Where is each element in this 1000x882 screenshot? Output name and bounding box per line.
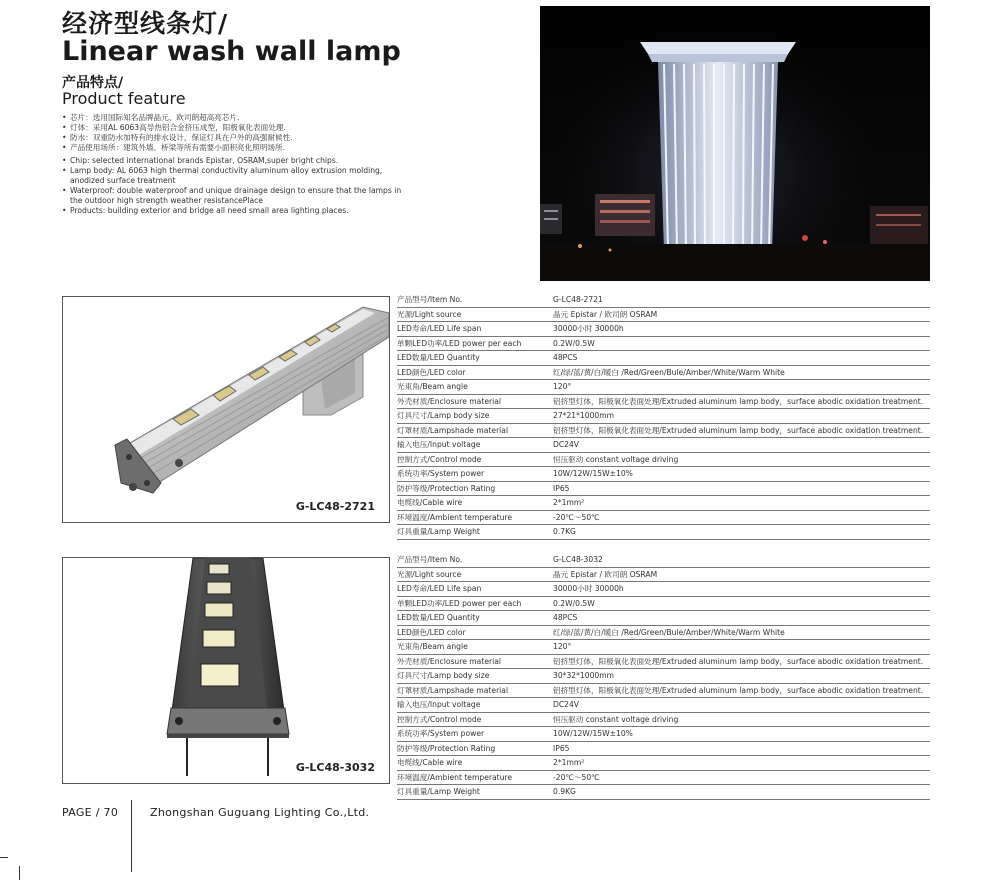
spec-key: LED颜色/LED color <box>397 627 466 637</box>
crop-mark <box>0 857 8 858</box>
spec-value: 10W/12W/15W±10% <box>553 469 633 478</box>
spec-key: LED寿命/LED Life span <box>397 584 482 593</box>
spec-value: 30000小时 30000h <box>553 584 624 593</box>
table-row <box>397 453 930 468</box>
spec-value: 铝挤型灯体，阳极氧化表面处理/Extruded aluminum lamp body，surface abodic oxidation treatment. <box>553 396 924 406</box>
feature-item: • Waterproof: double waterproof and unique drainage design to ensure that the lamps in the outdoor high strength weather resistancePlace <box>62 186 412 206</box>
table-row <box>397 553 930 568</box>
table-row <box>397 424 930 439</box>
table-row <box>397 496 930 511</box>
table-row <box>397 684 930 699</box>
product-image-box <box>62 557 390 784</box>
spec-value: IP65 <box>553 743 570 753</box>
spec-value: 30*32*1000mm <box>553 671 615 680</box>
table-row <box>397 322 930 337</box>
page-title-cn: 经济型线条灯/ <box>62 9 229 38</box>
spec-key: 输入电压/Input voltage <box>397 440 481 449</box>
spec-key: 电缆线/Cable wire <box>397 498 463 507</box>
table-row <box>397 742 930 757</box>
table-row <box>397 582 930 597</box>
table-row <box>397 640 930 655</box>
spec-value: 铝挤型灯体，阳极氧化表面处理/Extruded aluminum lamp body，surface abodic oxidation treatment. <box>553 656 924 666</box>
spec-value: 0.9KG <box>553 787 576 796</box>
spec-key: LED颜色/LED color <box>397 367 466 377</box>
spec-value: 0.2W/0.5W <box>553 338 595 348</box>
spec-key: 控制方式/Control mode <box>397 714 482 724</box>
table-row <box>397 380 930 395</box>
crop-mark <box>19 866 20 880</box>
spec-key: 灯具重量/Lamp Weight <box>397 527 480 536</box>
lamp-bar-image <box>63 297 389 522</box>
product-model-label: G-LC48-2721 <box>295 500 375 513</box>
table-row <box>397 626 930 641</box>
spec-key: 灯具尺寸/Lamp body size <box>397 411 490 420</box>
spec-key: 灯具重量/Lamp Weight <box>397 787 480 796</box>
table-row <box>397 337 930 352</box>
spec-key: 光束角/Beam angle <box>397 382 468 391</box>
table-row <box>397 293 930 308</box>
spec-value: 30000小时 30000h <box>553 324 624 333</box>
table-row <box>397 597 930 612</box>
spec-key: 系统功率/System power <box>397 469 485 478</box>
product-model-label: G-LC48-3032 <box>295 761 375 774</box>
spec-table <box>397 553 930 800</box>
spec-value: 120° <box>553 642 572 651</box>
spec-value: 晶元 Epistar / 欧司朗 OSRAM <box>553 309 658 319</box>
spec-value: 铝挤型灯体，阳极氧化表面处理/Extruded aluminum lamp body，surface abodic oxidation treatment. <box>553 425 924 435</box>
spec-value: 恒压驱动 constant voltage driving <box>553 714 679 724</box>
spec-key: LED数量/LED Quantity <box>397 353 480 362</box>
spec-value: 0.2W/0.5W <box>553 598 595 608</box>
spec-value: -20℃～50℃ <box>553 772 600 782</box>
table-row <box>397 395 930 410</box>
section-heading-en: Product feature <box>62 89 186 108</box>
table-row <box>397 727 930 742</box>
spec-key: 环境温度/Ambient temperature <box>397 772 513 782</box>
spec-key: 输入电压/Input voltage <box>397 700 481 709</box>
table-row <box>397 308 930 323</box>
table-row <box>397 713 930 728</box>
table-row <box>397 511 930 526</box>
spec-value: 120° <box>553 382 572 391</box>
table-row <box>397 698 930 713</box>
table-row <box>397 611 930 626</box>
page-title-en: Linear wash wall lamp <box>62 36 401 67</box>
building-night-photo <box>540 6 930 281</box>
spec-key: LED寿命/LED Life span <box>397 324 482 333</box>
spec-key: 电缆线/Cable wire <box>397 758 463 767</box>
page-number: PAGE / 70 <box>62 806 119 819</box>
feature-item: • 芯片：选用国际知名品牌晶元、欧司朗超高亮芯片. <box>62 113 412 123</box>
table-row <box>397 756 930 771</box>
spec-value: 2*1mm² <box>553 758 585 767</box>
feature-item: • 产品使用场所：建筑外墙、桥梁等所有需要小面积亮化照明场所. <box>62 143 412 153</box>
spec-value: 恒压驱动 constant voltage driving <box>553 454 679 464</box>
table-row <box>397 525 930 540</box>
spec-value: DC24V <box>553 700 580 709</box>
spec-key: 控制方式/Control mode <box>397 454 482 464</box>
table-row <box>397 438 930 453</box>
spec-key: 单颗LED功率/LED power per each <box>397 338 522 348</box>
feature-list-cn <box>62 113 412 153</box>
spec-value: 48PCS <box>553 353 578 362</box>
spec-value: 2*1mm² <box>553 498 585 507</box>
spec-value: 48PCS <box>553 613 578 622</box>
spec-key: 灯具尺寸/Lamp body size <box>397 671 490 680</box>
spec-value: 10W/12W/15W±10% <box>553 729 633 738</box>
table-row <box>397 366 930 381</box>
feature-item: • Products: building exterior and bridge all need small area lighting places. <box>62 206 412 216</box>
spec-value: IP65 <box>553 483 570 493</box>
spec-key: 光源/Light source <box>397 309 462 319</box>
feature-list-en <box>62 156 412 216</box>
table-row <box>397 568 930 583</box>
table-row <box>397 351 930 366</box>
spec-key: 环境温度/Ambient temperature <box>397 512 513 522</box>
lamp-bar-image <box>63 558 389 783</box>
product-image-box <box>62 296 390 523</box>
table-row <box>397 655 930 670</box>
table-row <box>397 785 930 800</box>
spec-key: 系统功率/System power <box>397 729 485 738</box>
feature-item: • Lamp body: AL 6063 high thermal conductivity aluminum alloy extrusion molding, anodized surface treatment <box>62 166 412 186</box>
section-heading-cn: 产品特点/ <box>62 75 124 91</box>
spec-value: 27*21*1000mm <box>553 411 615 420</box>
spec-table <box>397 293 930 540</box>
spec-key: 防护等级/Protection Rating <box>397 743 496 753</box>
spec-value: 红/绿/蓝/黄/白/暖白 /Red/Green/Bule/Amber/White/Warm White <box>553 367 785 377</box>
spec-key: 光束角/Beam angle <box>397 642 468 651</box>
spec-key: 灯罩材质/Lampshade material <box>397 425 509 435</box>
spec-key: 产品型号/Item No. <box>397 295 463 304</box>
table-row <box>397 467 930 482</box>
table-row <box>397 409 930 424</box>
feature-item: • 防水：双重防水加特有的排水设计，保证灯具在户外的高强耐候性. <box>62 133 412 143</box>
spec-key: 防护等级/Protection Rating <box>397 483 496 493</box>
feature-item: • Chip: selected international brands Epistar, OSRAM,super bright chips. <box>62 156 412 166</box>
spec-value: DC24V <box>553 440 580 449</box>
table-row <box>397 482 930 497</box>
spec-key: 外壳材质/Enclosure material <box>397 396 501 406</box>
spec-value: 晶元 Epistar / 欧司朗 OSRAM <box>553 569 658 579</box>
spec-value: 0.7KG <box>553 527 576 536</box>
spec-key: 产品型号/Item No. <box>397 555 463 564</box>
spec-value: G-LC48-2721 <box>553 295 603 304</box>
spec-value: G-LC48-3032 <box>553 555 603 564</box>
table-row <box>397 669 930 684</box>
spec-key: 外壳材质/Enclosure material <box>397 656 501 666</box>
spec-key: 单颗LED功率/LED power per each <box>397 598 522 608</box>
footer-divider <box>131 800 132 872</box>
spec-key: LED数量/LED Quantity <box>397 613 480 622</box>
spec-value: 铝挤型灯体，阳极氧化表面处理/Extruded aluminum lamp body，surface abodic oxidation treatment. <box>553 685 924 695</box>
company-name: Zhongshan Guguang Lighting Co.,Ltd. <box>150 806 370 819</box>
spec-key: 灯罩材质/Lampshade material <box>397 685 509 695</box>
table-row <box>397 771 930 786</box>
feature-item: • 灯体：采用AL 6063高导热铝合金挤压成型，阳极氧化表面处理. <box>62 123 412 133</box>
spec-value: -20℃～50℃ <box>553 512 600 522</box>
spec-key: 光源/Light source <box>397 569 462 579</box>
spec-value: 红/绿/蓝/黄/白/暖白 /Red/Green/Bule/Amber/White/Warm White <box>553 627 785 637</box>
